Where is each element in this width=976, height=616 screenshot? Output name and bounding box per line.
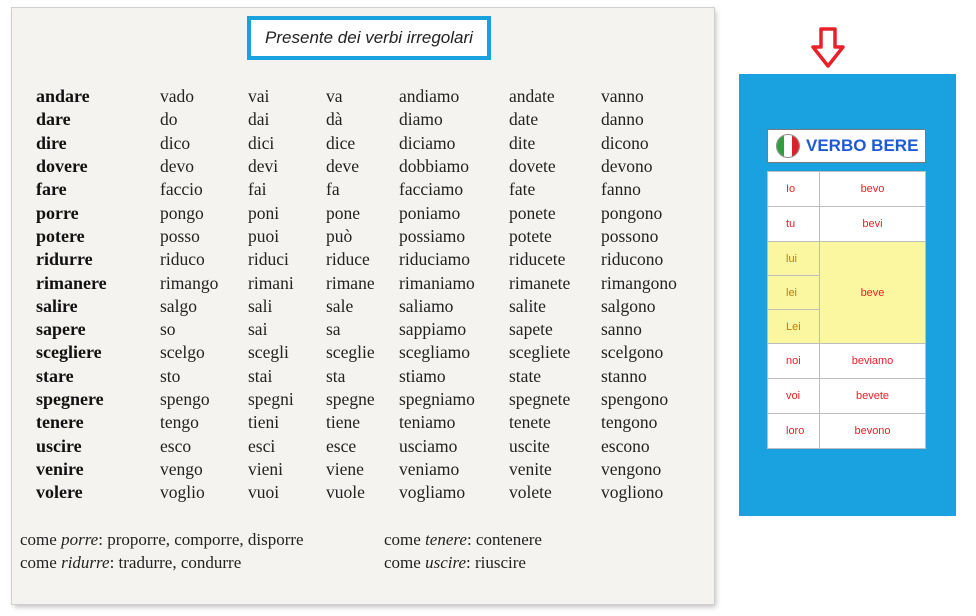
noi-form-cell: diciamo	[399, 132, 456, 153]
lui-form-cell: tiene	[326, 412, 361, 433]
lui-form-cell: può	[326, 225, 353, 246]
voi-form-cell: ponete	[509, 202, 556, 223]
verb-row-volere	[36, 481, 691, 504]
noi-form-cell: vogliamo	[399, 482, 466, 503]
conj-row	[768, 242, 926, 276]
infinitive-cell: ridurre	[36, 249, 93, 270]
verb-row-stare	[36, 365, 691, 388]
io-form-cell: riduco	[160, 249, 205, 270]
loro-form-cell: devono	[601, 156, 653, 177]
lui-form-cell: sta	[326, 365, 346, 386]
voi-form-cell: uscite	[509, 435, 550, 456]
tu-form-cell: devi	[248, 156, 279, 177]
infinitive-cell: rimanere	[36, 272, 107, 293]
voi-form-cell: scegliete	[509, 342, 571, 363]
lui-form-cell: deve	[326, 156, 360, 177]
io-form-cell: so	[160, 319, 176, 340]
infinitive-cell: potere	[36, 225, 85, 246]
verb-row-ridurre	[36, 248, 691, 271]
tu-form-cell: puoi	[248, 225, 280, 246]
verb-row-potere	[36, 225, 691, 248]
loro-form-cell: fanno	[601, 179, 641, 200]
io-form-cell: posso	[160, 225, 200, 246]
noi-form-cell: sappiamo	[399, 319, 467, 340]
noi-form-cell: usciamo	[399, 435, 458, 456]
pronoun-cell: noi	[768, 344, 820, 379]
tu-form-cell: vai	[248, 86, 270, 107]
verb-row-uscire	[36, 434, 691, 457]
loro-form-cell: salgono	[601, 295, 656, 316]
io-form-cell: vengo	[160, 458, 203, 479]
loro-form-cell: vogliono	[601, 482, 664, 503]
lui-form-cell: pone	[326, 202, 361, 223]
lui-form-cell: dà	[326, 109, 343, 130]
conj-row	[768, 172, 926, 207]
form-cell: bevo	[820, 172, 926, 207]
verb-row-tenere	[36, 411, 691, 434]
noi-form-cell: rimaniamo	[399, 272, 475, 293]
lui-form-cell: sceglie	[326, 342, 375, 363]
lui-form-cell: sa	[326, 319, 341, 340]
arrow-down-icon	[810, 27, 846, 69]
form-cell: bevono	[820, 414, 926, 449]
loro-form-cell: riducono	[601, 249, 664, 270]
loro-form-cell: dicono	[601, 132, 649, 153]
infinitive-cell: uscire	[36, 435, 82, 456]
io-form-cell: scelgo	[160, 342, 205, 363]
conj-row	[768, 414, 926, 449]
loro-form-cell: sanno	[601, 319, 642, 340]
io-form-cell: pongo	[160, 202, 204, 223]
io-form-cell: sto	[160, 365, 181, 386]
infinitive-cell: tenere	[36, 412, 84, 433]
io-form-cell: dico	[160, 132, 191, 153]
voi-form-cell: venite	[509, 458, 552, 479]
tu-form-cell: dai	[248, 109, 270, 130]
lui-form-cell: viene	[326, 458, 364, 479]
lui-form-cell: spegne	[326, 389, 375, 409]
loro-form-cell: escono	[601, 435, 650, 456]
loro-form-cell: tengono	[601, 412, 658, 433]
loro-form-cell: stanno	[601, 365, 647, 386]
textbook-page	[12, 8, 714, 604]
tu-form-cell: scegli	[248, 342, 289, 363]
note-porre: come porre: proporre, comporre, disporre	[20, 530, 304, 549]
tu-form-cell: fai	[248, 179, 267, 200]
loro-form-cell: danno	[601, 109, 644, 130]
verb-table	[36, 85, 691, 504]
lui-form-cell: sale	[326, 295, 354, 316]
voi-form-cell: riducete	[509, 249, 566, 270]
loro-form-cell: rimangono	[601, 272, 677, 293]
loro-form-cell: possono	[601, 225, 659, 246]
verb-row-andare	[36, 85, 691, 108]
lui-form-cell: dice	[326, 132, 356, 153]
infinitive-cell: dovere	[36, 156, 88, 177]
pronoun-cell: tu	[768, 207, 820, 242]
voi-form-cell: volete	[509, 482, 552, 503]
noi-form-cell: veniamo	[399, 458, 460, 479]
noi-form-cell: spegniamo	[399, 389, 475, 409]
infinitive-cell: dare	[36, 109, 71, 130]
note-tenere: come tenere: contenere	[384, 530, 542, 549]
verb-row-porre	[36, 201, 691, 224]
note-uscire: come uscire: riuscire	[384, 553, 526, 572]
noi-form-cell: saliamo	[399, 295, 454, 316]
form-cell: beviamo	[820, 344, 926, 379]
io-form-cell: vado	[160, 86, 195, 107]
tu-form-cell: vuoi	[248, 482, 280, 503]
pronoun-cell: lei	[768, 276, 820, 310]
conjugation-table	[767, 171, 926, 449]
noi-form-cell: facciamo	[399, 179, 464, 200]
noi-form-cell: diamo	[399, 109, 443, 130]
conj-row	[768, 379, 926, 414]
tu-form-cell: esci	[248, 435, 276, 456]
infinitive-cell: scegliere	[36, 342, 102, 363]
verb-row-sapere	[36, 318, 691, 341]
voi-form-cell: state	[509, 365, 542, 386]
voi-form-cell: tenete	[509, 412, 551, 433]
noi-form-cell: scegliamo	[399, 342, 470, 363]
verb-row-rimanere	[36, 271, 691, 294]
conj-row	[768, 207, 926, 242]
infinitive-cell: stare	[36, 365, 74, 386]
voi-form-cell: andate	[509, 86, 555, 107]
voi-form-cell: date	[509, 109, 539, 130]
lui-form-cell: riduce	[326, 249, 370, 270]
io-form-cell: salgo	[160, 295, 197, 316]
infinitive-cell: porre	[36, 202, 79, 223]
tu-form-cell: poni	[248, 202, 280, 223]
verb-row-scegliere	[36, 341, 691, 364]
infinitive-cell: salire	[36, 295, 78, 316]
lui-form-cell: esce	[326, 435, 357, 456]
page-title: Presente dei verbi irregolari	[247, 16, 491, 60]
verb-row-salire	[36, 295, 691, 318]
verb-row-dovere	[36, 155, 691, 178]
loro-form-cell: scelgono	[601, 342, 664, 363]
infinitive-cell: volere	[36, 482, 83, 503]
verb-row-venire	[36, 458, 691, 481]
lui-form-cell: rimane	[326, 272, 375, 293]
loro-form-cell: vanno	[601, 86, 644, 107]
noi-form-cell: riduciamo	[399, 249, 470, 270]
lui-form-cell: vuole	[326, 482, 365, 503]
voi-form-cell: potete	[509, 225, 552, 246]
io-form-cell: do	[160, 109, 178, 130]
tu-form-cell: stai	[248, 365, 273, 386]
noi-form-cell: andiamo	[399, 86, 460, 107]
verb-row-dare	[36, 108, 691, 131]
io-form-cell: devo	[160, 156, 195, 177]
voi-form-cell: dovete	[509, 156, 556, 177]
voi-form-cell: sapete	[509, 319, 553, 340]
note-ridurre: come ridurre: tradurre, condurre	[20, 553, 242, 572]
verb-row-fare	[36, 178, 691, 201]
panel-title	[767, 129, 926, 163]
noi-form-cell: dobbiamo	[399, 156, 469, 177]
tu-form-cell: rimani	[248, 272, 294, 293]
io-form-cell: rimango	[160, 272, 219, 293]
noi-form-cell: teniamo	[399, 412, 456, 433]
loro-form-cell: pongono	[601, 202, 663, 223]
voi-form-cell: rimanete	[509, 272, 571, 293]
pronoun-cell: voi	[768, 379, 820, 414]
tu-form-cell: riduci	[248, 249, 289, 270]
loro-form-cell: spengono	[601, 389, 669, 409]
verb-row-dire	[36, 132, 691, 155]
form-cell: bevi	[820, 207, 926, 242]
io-form-cell: esco	[160, 435, 192, 456]
verb-panel	[739, 74, 956, 516]
panel-title-label: VERBO BERE	[806, 136, 919, 155]
tu-form-cell: sai	[248, 319, 268, 340]
lui-form-cell: fa	[326, 179, 340, 200]
tu-form-cell: dici	[248, 132, 275, 153]
infinitive-cell: andare	[36, 86, 90, 107]
infinitive-cell: venire	[36, 458, 84, 479]
noi-form-cell: stiamo	[399, 365, 446, 386]
pronoun-cell: lui	[768, 242, 820, 276]
infinitive-cell: sapere	[36, 319, 86, 340]
voi-form-cell: dite	[509, 132, 536, 153]
noi-form-cell: poniamo	[399, 202, 461, 223]
pronoun-cell: loro	[768, 414, 820, 449]
form-cell: bevete	[820, 379, 926, 414]
tu-form-cell: vieni	[248, 458, 283, 479]
noi-form-cell: possiamo	[399, 225, 466, 246]
voi-form-cell: spegnete	[509, 389, 571, 409]
io-form-cell: faccio	[160, 179, 203, 200]
conj-row	[768, 344, 926, 379]
form-cell: beve	[820, 242, 926, 344]
voi-form-cell: salite	[509, 295, 546, 316]
italy-flag-icon	[776, 134, 800, 158]
tu-form-cell: spegni	[248, 389, 294, 409]
verb-row-spegnere	[36, 388, 691, 411]
loro-form-cell: vengono	[601, 458, 662, 479]
infinitive-cell: fare	[36, 179, 67, 200]
io-form-cell: voglio	[160, 482, 205, 503]
lui-form-cell: va	[326, 86, 343, 107]
io-form-cell: tengo	[160, 412, 199, 433]
tu-form-cell: tieni	[248, 412, 280, 433]
infinitive-cell: spegnere	[36, 389, 104, 409]
infinitive-cell: dire	[36, 132, 67, 153]
voi-form-cell: fate	[509, 179, 536, 200]
pronoun-cell: Io	[768, 172, 820, 207]
tu-form-cell: sali	[248, 295, 273, 316]
pronoun-cell: Lei	[768, 310, 820, 344]
io-form-cell: spengo	[160, 389, 210, 409]
